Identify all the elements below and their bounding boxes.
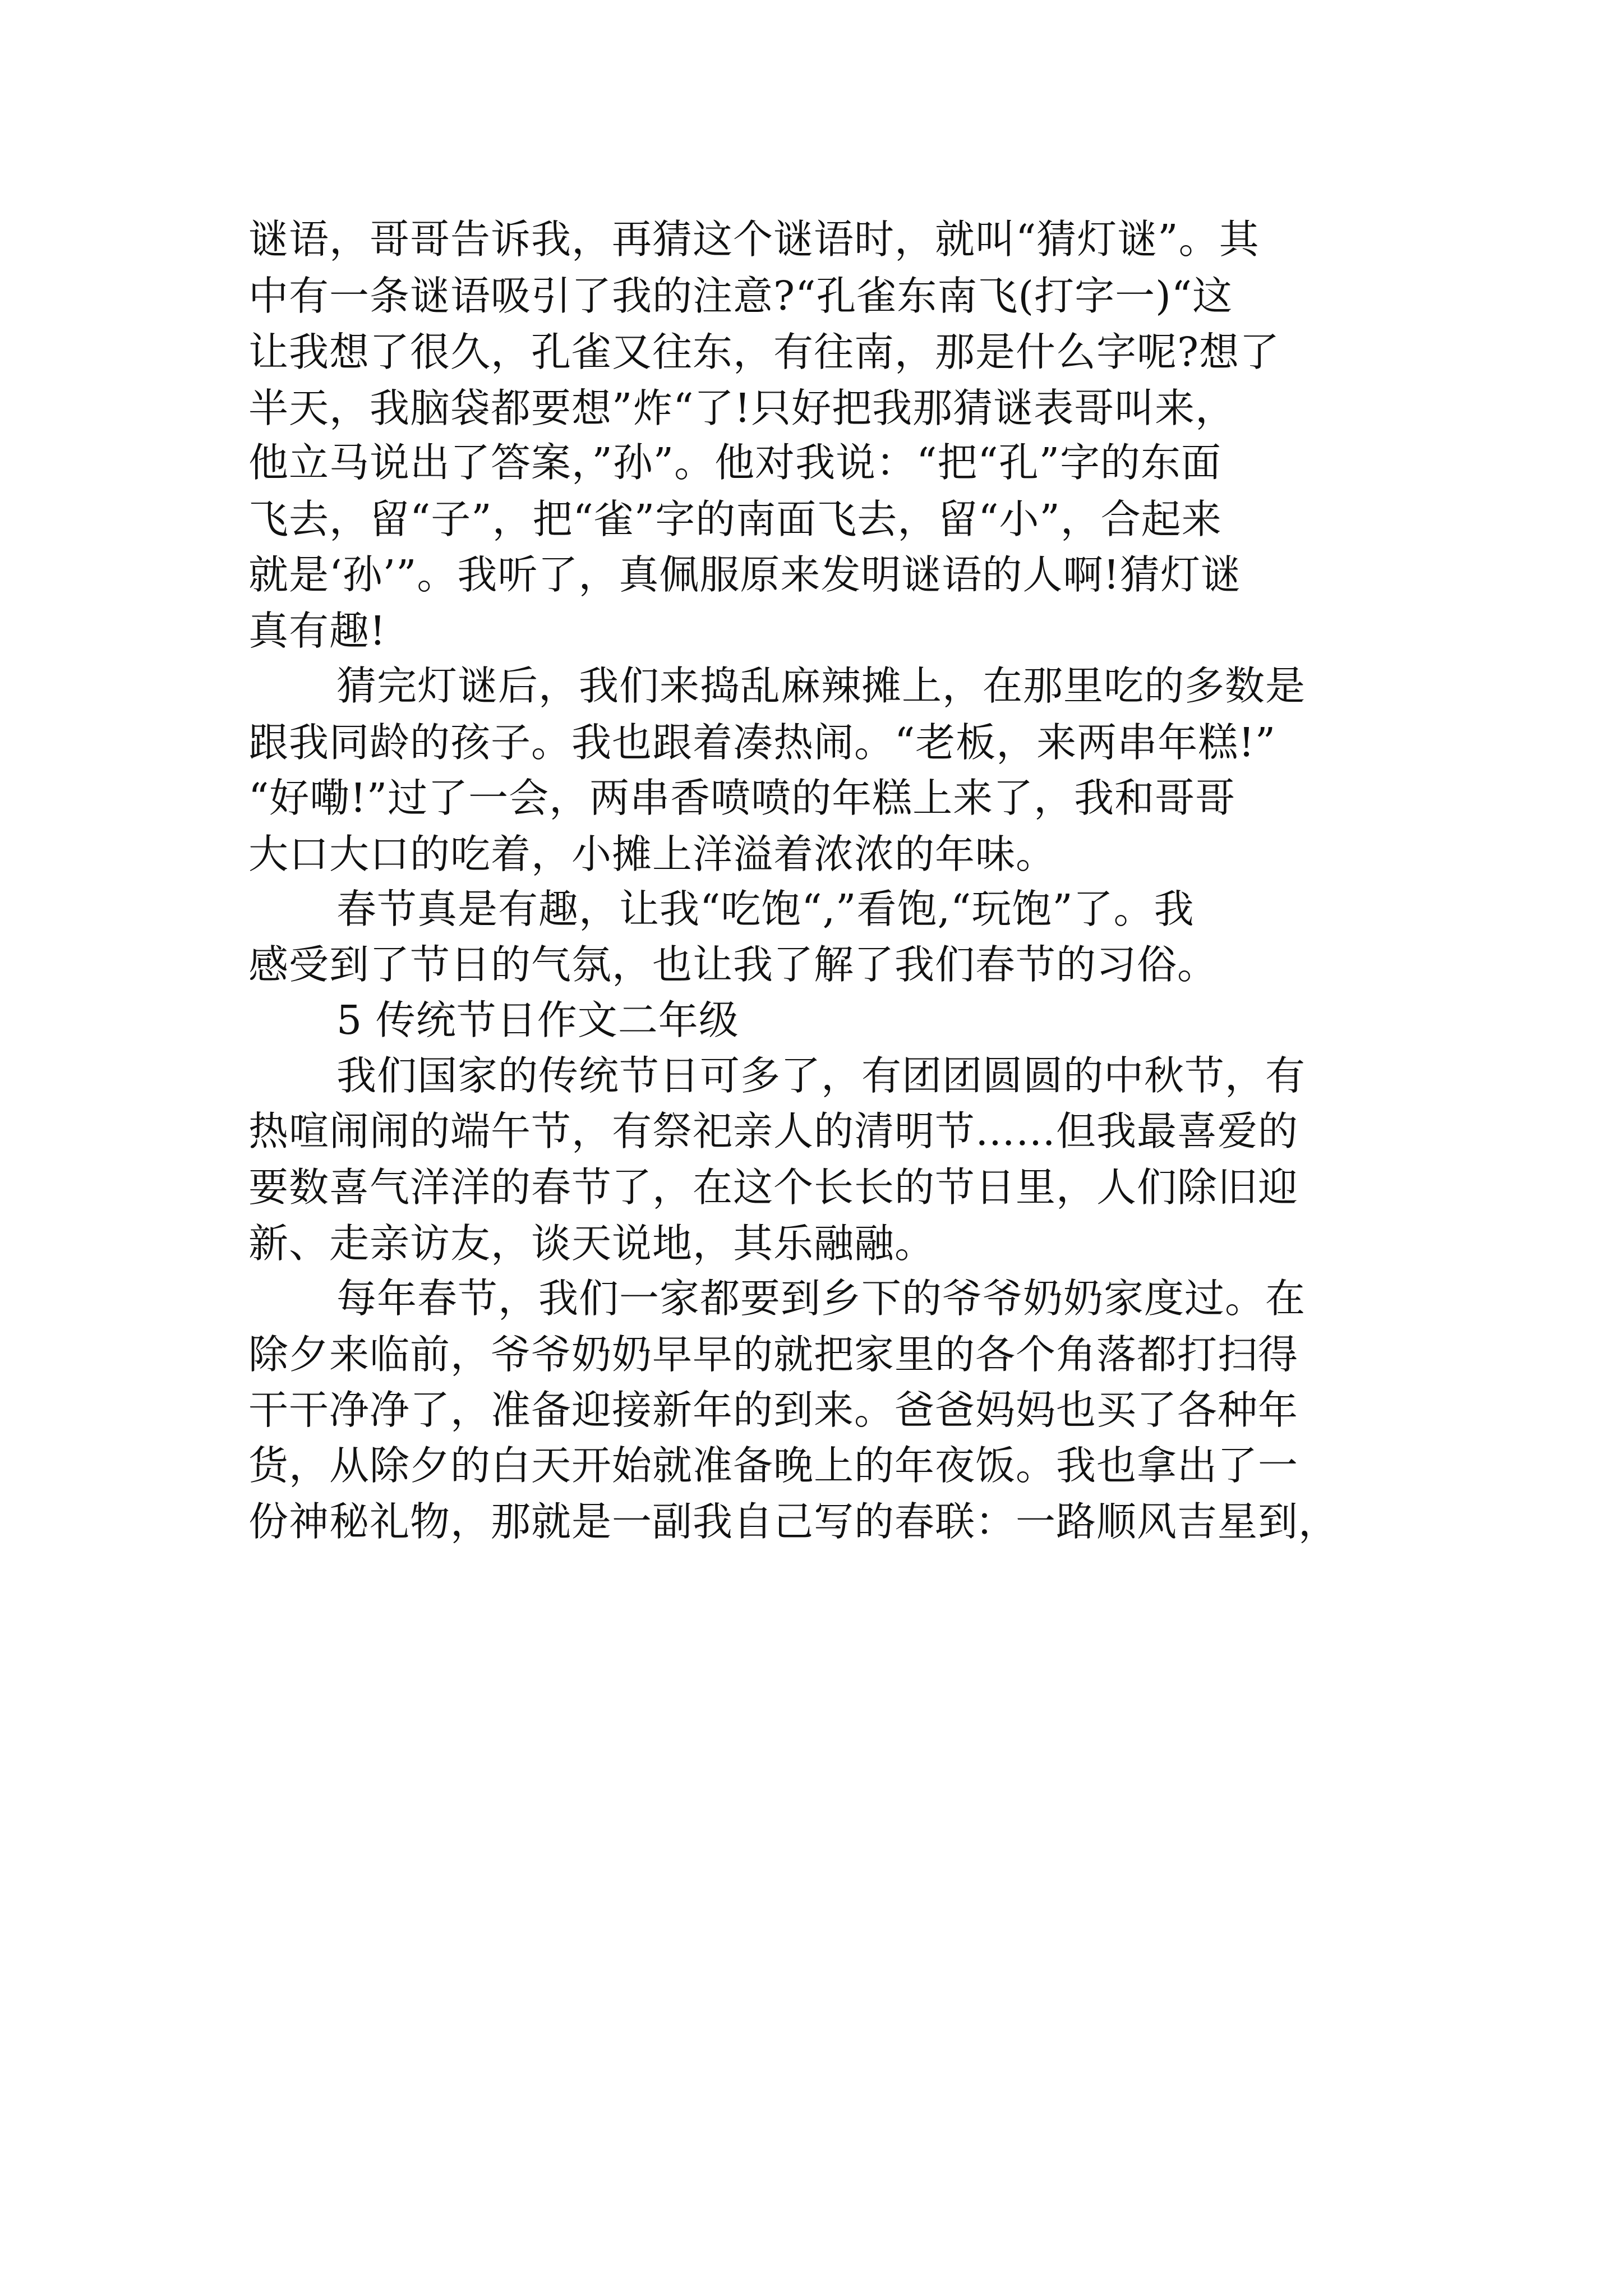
text-line: 飞去，留“子”，把“雀”字的南面飞去，留“小”，合起来 xyxy=(248,496,1222,542)
text-line: 就是‘孙’”。我听了，真佩服原来发明谜语的人啊!猜灯谜 xyxy=(248,551,1241,598)
text-line: 份神秘礼物，那就是一副我自己写的春联：一路顺风吉星到， xyxy=(248,1498,1339,1545)
text-line: 谜语，哥哥告诉我，再猜这个谜语时，就叫“猜灯谜”。其 xyxy=(248,216,1260,263)
text-line: 要数喜气洋洋的春节了，在这个长长的节日里，人们除旧迎 xyxy=(248,1164,1299,1211)
text-line: 他立马说出了答案，”孙”。他对我说：“把“孔”字的东面 xyxy=(248,439,1221,486)
text-line: 中有一条谜语吸引了我的注意?“孔雀东南飞(打字一)“这 xyxy=(248,273,1233,319)
text-line: 感受到了节日的气氛，也让我了解了我们春节的习俗。 xyxy=(248,941,1218,988)
text-line: 让我想了很久，孔雀又往东，有往南，那是什么字呢?想了 xyxy=(248,329,1280,375)
text-line: 货，从除夕的白天开始就准备晚上的年夜饭。我也拿出了一 xyxy=(248,1442,1299,1489)
text-line: 除夕来临前，爷爷奶奶早早的就把家里的各个角落都打扫得 xyxy=(248,1331,1299,1378)
text-line: 大口大口的吃着，小摊上洋溢着浓浓的年味。 xyxy=(248,831,1057,877)
text-line: 热喧闹闹的端午节，有祭祀亲人的清明节……但我最喜爱的 xyxy=(248,1108,1299,1154)
section-heading: 5 传统节日作文二年级 xyxy=(336,997,739,1043)
paragraph-first-line: 我们国家的传统节日可多了，有团团圆圆的中秋节，有 xyxy=(336,1052,1306,1099)
text-line: 干干净净了，准备迎接新年的到来。爸爸妈妈也买了各种年 xyxy=(248,1387,1299,1433)
text-line: 新、走亲访友，谈天说地，其乐融融。 xyxy=(248,1220,935,1267)
paragraph-first-line: 每年春节，我们一家都要到乡下的爷爷奶奶家度过。在 xyxy=(336,1275,1306,1322)
text-line: 真有趣! xyxy=(248,608,386,654)
text-line: “好嘞!”过了一会，两串香喷喷的年糕上来了，我和哥哥 xyxy=(248,775,1236,821)
text-line: 半天，我脑袋都要想”炸“了!只好把我那猜谜表哥叫来， xyxy=(248,385,1236,431)
paragraph-first-line: 春节真是有趣，让我“吃饱“,”看饱,“玩饱”了。我 xyxy=(336,886,1195,932)
paragraph-first-line: 猜完灯谜后，我们来捣乱麻辣摊上，在那里吃的多数是 xyxy=(336,662,1306,709)
text-line: 跟我同龄的孩子。我也跟着凑热闹。“老板，来两串年糕!” xyxy=(248,719,1276,766)
